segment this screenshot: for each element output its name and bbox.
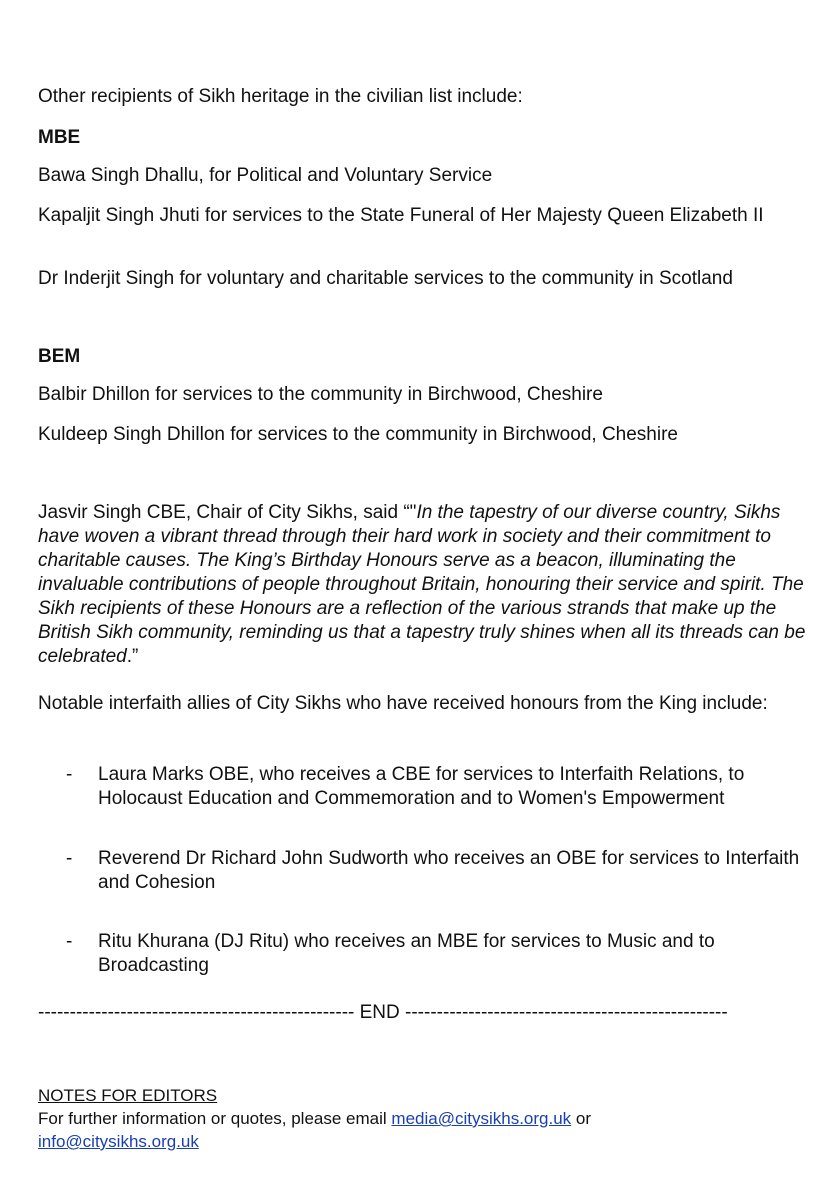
notes-contact-line <box>38 1107 808 1153</box>
allies-item-text: Laura Marks OBE, who receives a CBE for services to Interfaith Relations, to Holocaust Education and Commemoration and to Women's Empowerment <box>98 764 745 809</box>
bullet-dash: - <box>66 931 73 952</box>
notes-heading: NOTES FOR EDITORS <box>38 1086 218 1105</box>
mbe-heading: MBE <box>38 127 81 148</box>
mbe-item: Bawa Singh Dhallu, for Political and Voluntary Service <box>38 165 493 186</box>
bem-item: Kuldeep Singh Dhillon for services to the community in Birchwood, Cheshire <box>38 424 678 445</box>
quote-tail: .” <box>126 646 139 667</box>
notes-for-editors <box>38 1084 808 1153</box>
allies-item-text: Ritu Khurana (DJ Ritu) who receives an MBE for services to Music and to Broadcasting <box>98 931 715 976</box>
media-email-link[interactable]: media@citysikhs.org.uk <box>391 1109 572 1128</box>
allies-item-text: Reverend Dr Richard John Sudworth who receives an OBE for services to Interfaith and Cohesion <box>98 848 800 893</box>
quote-paragraph <box>38 501 808 669</box>
quote-lead: Jasvir Singh CBE, Chair of City Sikhs, said “" <box>38 502 417 523</box>
quote-text: In the tapestry of our diverse country, Sikhs have woven a vibrant thread through their hard work in society and their commitment to charitable causes. The King’s Birthday Honours serve as a beacon, illuminating the invaluable contributions of people throughout Britain, honouring their service and spirit. The Sikh recipients of these Honours are a reflection of the various strands that make up the British Sikh community, reminding us that a tapestry truly shines when all its threads can be celebrated <box>38 502 806 667</box>
end-divider: -------------------------------------------------- END --------------------------------------------------- <box>38 1002 728 1023</box>
bullet-dash: - <box>66 764 73 785</box>
notes-or: or <box>575 1109 592 1128</box>
bem-heading: BEM <box>38 346 81 367</box>
allies-intro: Notable interfaith allies of City Sikhs who have received honours from the King include: <box>38 693 768 714</box>
notes-lead: For further information or quotes, please email <box>38 1109 387 1128</box>
intro-text: Other recipients of Sikh heritage in the civilian list include: <box>38 86 523 107</box>
mbe-item: Kapaljit Singh Jhuti for services to the State Funeral of Her Majesty Queen Elizabeth II <box>38 205 764 226</box>
info-email-link[interactable]: info@citysikhs.org.uk <box>38 1132 199 1151</box>
bem-item: Balbir Dhillon for services to the community in Birchwood, Cheshire <box>38 384 603 405</box>
mbe-item: Dr Inderjit Singh for voluntary and charitable services to the community in Scotland <box>38 268 733 289</box>
bullet-dash: - <box>66 848 73 869</box>
